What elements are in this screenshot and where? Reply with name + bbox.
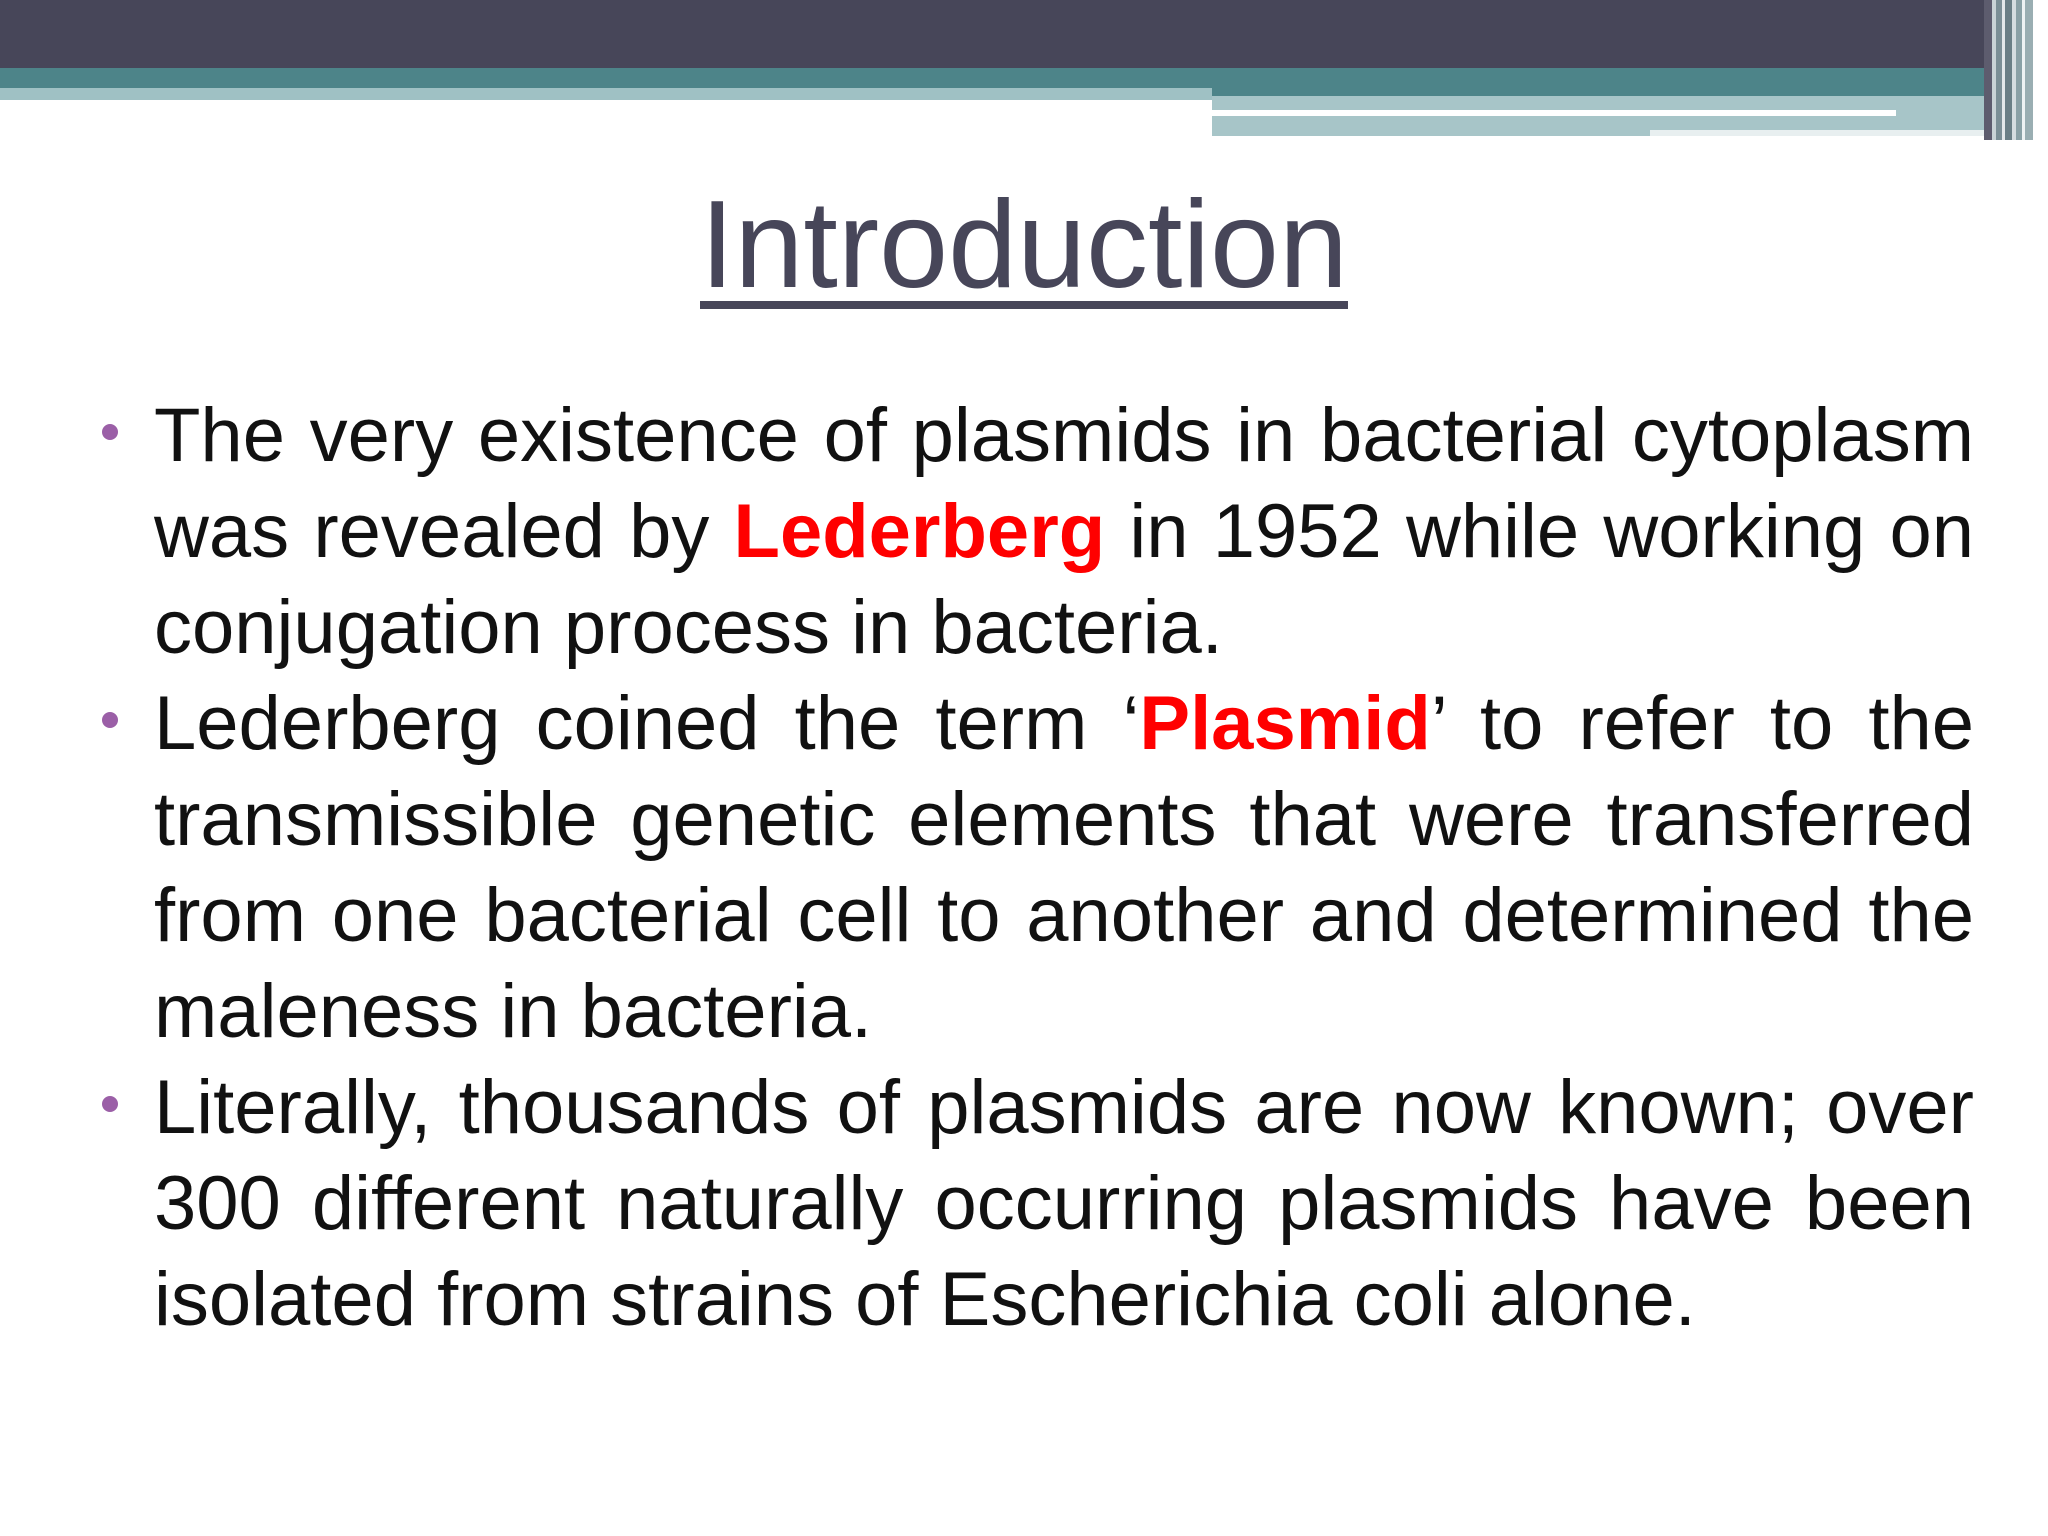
header-stripes [1984,0,2048,140]
bullet-text: Literally, thousands of plasmids are now known; over 300 different naturally occurring plasmids have been isolated from strains of Escherichia coli alone. [154,1065,1974,1342]
bullet-text: Lederberg coined the term ‘ [154,681,1140,766]
bullet-item [154,1060,1974,1348]
bullet-item [154,388,1974,676]
slide-title: Introduction [700,176,1348,314]
bullet-list [154,388,1974,1348]
header-band-teal-right [1212,68,2048,96]
bullet-dot-icon [102,712,118,728]
header-band-teal-left [0,68,1212,88]
bullet-dot-icon [102,1096,118,1112]
bullet-text: ’ to refer to the transmissible genetic elements that were transferred from one bacterial cell to another and determined the maleness in bacteria. [154,681,1974,1054]
header-band-dark [0,0,2048,68]
bullet-text: The very existence of plasmids in bacterial cytoplasm was revealed by [154,393,1974,574]
highlight-term: Plasmid [1139,681,1431,766]
bullet-dot-icon [102,424,118,440]
highlight-name: Lederberg [733,489,1106,574]
bullet-text: in 1952 while working on conjugation process in bacteria. [154,489,1975,670]
header-accent-line [1212,110,1896,116]
bullet-item [154,676,1974,1060]
header-band-light-left [0,88,1212,100]
